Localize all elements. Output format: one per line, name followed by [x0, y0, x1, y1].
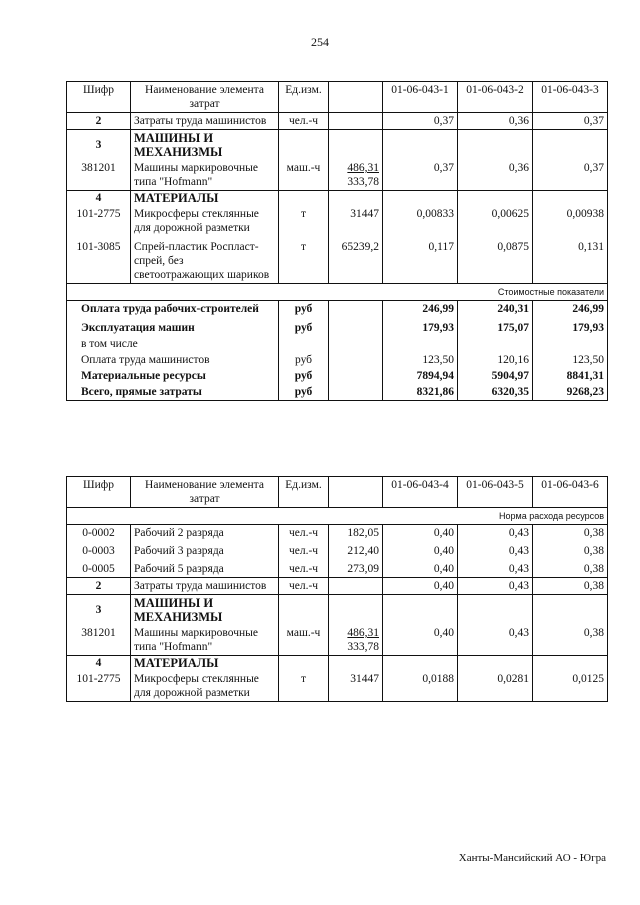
page-number: 254	[311, 35, 329, 49]
cost-row: Эксплуатация машин руб 179,93 175,07 179,93	[67, 317, 608, 336]
section-note: Стоимостные показатели	[67, 284, 608, 301]
header-name: Наименование элемента затрат	[131, 82, 279, 113]
section-note: Норма расхода ресурсов	[67, 508, 608, 525]
header-price	[329, 82, 383, 113]
table-row: 0-0003 Рабочий 3 разряда чел.-ч 212,40 0,40 0,43 0,38	[67, 541, 608, 559]
cost-row: Оплата труда рабочих-строителей руб 246,99 240,31 246,99	[67, 301, 608, 318]
table-row: 0-0005 Рабочий 5 разряда чел.-ч 273,09 0,40 0,43 0,38	[67, 559, 608, 578]
cost-row: Материальные ресурсы руб 7894,94 5904,97 8841,31	[67, 368, 608, 384]
section-note-row	[67, 508, 608, 525]
header-col-3: 01-06-043-3	[533, 82, 608, 113]
header-code: Шифр	[67, 82, 131, 113]
estimate-table-2	[66, 476, 608, 702]
header-col-4: 01-06-043-4	[383, 477, 458, 508]
cost-row: в том числе	[67, 336, 608, 352]
table-row: 381201 Машины маркировочные типа "Hofmann" маш.-ч 486,31 333,78 0,37 0,36 0,37	[67, 160, 608, 191]
price-base: 486,31	[347, 627, 379, 639]
table-header	[67, 82, 608, 113]
header-col-6: 01-06-043-6	[533, 477, 608, 508]
table-row: 101-2775 Микросферы стеклянные для дорожной разметки т 31447 0,00833 0,00625 0,00938	[67, 206, 608, 236]
table-row: 2 Затраты труда машинистов чел.-ч 0,37 0,36 0,37	[67, 113, 608, 130]
cost-row: Оплата труда машинистов руб 123,50 120,16 123,50	[67, 352, 608, 368]
header-col-1: 01-06-043-1	[383, 82, 458, 113]
table-header	[67, 477, 608, 508]
estimate-table-1	[66, 81, 608, 401]
price-secondary: 333,78	[347, 176, 379, 188]
table-row: 4 МАТЕРИАЛЫ	[67, 191, 608, 207]
table-row: 101-2775 Микросферы стеклянные для дорожной разметки т 31447 0,0188 0,0281 0,0125	[67, 671, 608, 702]
header-col-5: 01-06-043-5	[458, 477, 533, 508]
price-secondary: 333,78	[347, 641, 379, 653]
table-row: 0-0002 Рабочий 2 разряда чел.-ч 182,05 0,40 0,43 0,38	[67, 525, 608, 542]
cost-row: Всего, прямые затраты руб 8321,86 6320,35 9268,23	[67, 384, 608, 401]
table-row: 381201 Машины маркировочные типа "Hofmann" маш.-ч 486,31 333,78 0,40 0,43 0,38	[67, 625, 608, 656]
price-base: 486,31	[347, 162, 379, 174]
table-row: 4 МАТЕРИАЛЫ	[67, 656, 608, 672]
header-unit: Ед.изм.	[279, 82, 329, 113]
table-row: 3 МАШИНЫ И МЕХАНИЗМЫ	[67, 130, 608, 161]
table-row: 2 Затраты труда машинистов чел.-ч 0,40 0,43 0,38	[67, 578, 608, 595]
header-unit: Ед.изм.	[279, 477, 329, 508]
section-note-row	[67, 284, 608, 301]
table-row: 3 МАШИНЫ И МЕХАНИЗМЫ	[67, 595, 608, 626]
table-row: 101-3085 Спрей-пластик Роспласт-спрей, без светоотражающих шариков т 65239,2 0,117 0,0875 0,131	[67, 236, 608, 284]
header-price	[329, 477, 383, 508]
header-code: Шифр	[67, 477, 131, 508]
footer-region: Ханты-Мансийский АО - Югра	[458, 852, 606, 864]
header-col-2: 01-06-043-2	[458, 82, 533, 113]
header-name: Наименование элемента затрат	[131, 477, 279, 508]
